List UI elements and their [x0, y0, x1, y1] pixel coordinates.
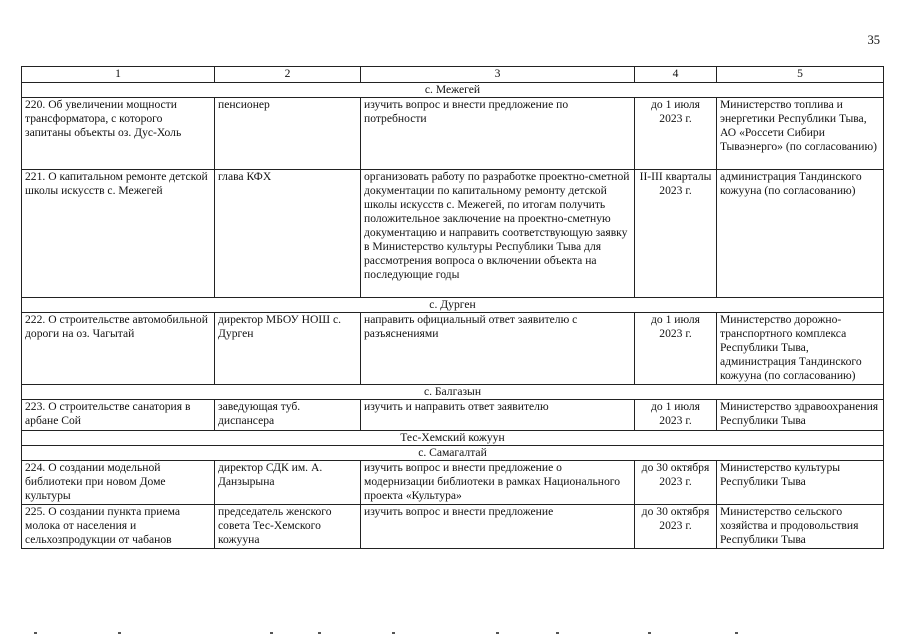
page-number: 35 [867, 33, 880, 47]
responsible-cell: Министерство культуры Республики Тыва [717, 461, 884, 505]
applicant-cell: пенсионер [215, 98, 361, 170]
action-cell: изучить вопрос и внести предложение по потребности [361, 98, 635, 170]
column-header: 2 [215, 67, 361, 83]
table-row [22, 400, 884, 431]
applicant-cell: директор СДК им. А. Данзырына [215, 461, 361, 505]
table-row [22, 461, 884, 505]
column-header: 3 [361, 67, 635, 83]
scan-edge-marks [0, 632, 905, 640]
deadline-cell: до 1 июля 2023 г. [635, 400, 717, 431]
deadline-cell: до 1 июля 2023 г. [635, 313, 717, 385]
applicant-cell: глава КФХ [215, 170, 361, 298]
action-cell: организовать работу по разработке проектно-сметной документации по капитальному ремонту детской школы искусств с. Межегей, по итогам получить положительное заключение на проектно-сметную документацию и направить соответствующую заявку в Министерство культуры Республики Тыва для рассмотрения вопроса о включении объекта на последующие годы [361, 170, 635, 298]
responsible-cell: администрация Тандинского кожууна (по согласованию) [717, 170, 884, 298]
settlement-header: с. Самагалтай [22, 446, 884, 461]
settlement-header: с. Межегей [22, 83, 884, 98]
applicant-cell: заведующая туб. диспансера [215, 400, 361, 431]
table-row [22, 170, 884, 298]
district-header: Тес-Хемский кожуун [22, 431, 884, 446]
applicant-cell: директор МБОУ НОШ с. Дурген [215, 313, 361, 385]
column-header: 4 [635, 67, 717, 83]
applicant-cell: председатель женского совета Тес-Хемского кожууна [215, 505, 361, 549]
action-cell: направить официальный ответ заявителю с разъяснениями [361, 313, 635, 385]
responsible-cell: Министерство топлива и энергетики Республики Тыва, АО «Россети Сибири Тываэнерго» (по согласованию) [717, 98, 884, 170]
table-row [22, 98, 884, 170]
responsible-cell: Министерство сельского хозяйства и продовольствия Республики Тыва [717, 505, 884, 549]
issue-cell: 223. О строительстве санатория в арбане Сой [22, 400, 215, 431]
table-row [22, 505, 884, 549]
deadline-cell: до 30 октября 2023 г. [635, 505, 717, 549]
column-header: 5 [717, 67, 884, 83]
deadline-cell: II-III кварталы 2023 г. [635, 170, 717, 298]
measures-table [21, 66, 884, 549]
issue-cell: 224. О создании модельной библиотеки при новом Доме культуры [22, 461, 215, 505]
action-cell: изучить вопрос и внести предложение о модернизации библиотеки в рамках Национального проекта «Культура» [361, 461, 635, 505]
column-number-row [22, 67, 884, 83]
action-cell: изучить и направить ответ заявителю [361, 400, 635, 431]
issue-cell: 225. О создании пункта приема молока от населения и сельхозпродукции от чабанов [22, 505, 215, 549]
issue-cell: 222. О строительстве автомобильной дороги на оз. Чагытай [22, 313, 215, 385]
table-row [22, 313, 884, 385]
deadline-cell: до 1 июля 2023 г. [635, 98, 717, 170]
issue-cell: 220. Об увеличении мощности трансформатора, с которого запитаны объекты оз. Дус-Холь [22, 98, 215, 170]
deadline-cell: до 30 октября 2023 г. [635, 461, 717, 505]
settlement-header: с. Дурген [22, 298, 884, 313]
responsible-cell: Министерство дорожно-транспортного комплекса Республики Тыва, администрация Тандинского кожууна (по согласованию) [717, 313, 884, 385]
issue-cell: 221. О капитальном ремонте детской школы искусств с. Межегей [22, 170, 215, 298]
settlement-header: с. Балгазын [22, 385, 884, 400]
column-header: 1 [22, 67, 215, 83]
responsible-cell: Министерство здравоохранения Республики Тыва [717, 400, 884, 431]
action-cell: изучить вопрос и внести предложение [361, 505, 635, 549]
